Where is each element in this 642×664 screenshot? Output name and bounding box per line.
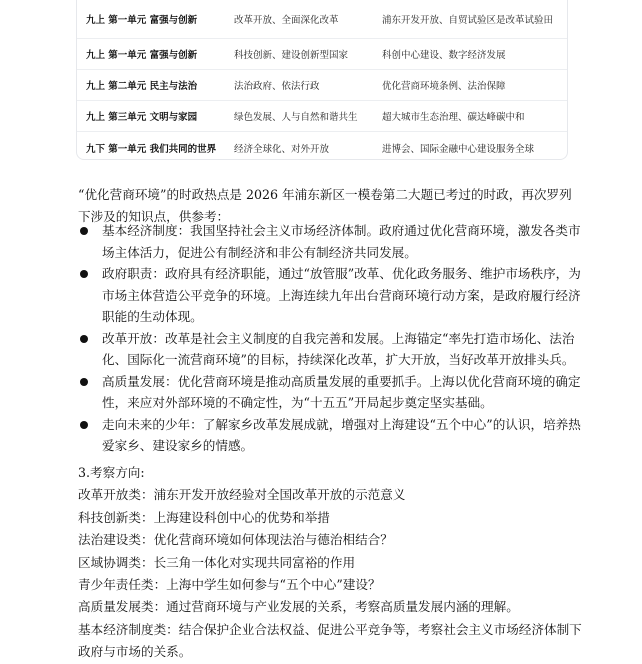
list-item-line: 高质量发展：优化营商环境是推动高质量发展的重要抓手。上海以优化营商环境的确定 (102, 373, 581, 389)
table-row (77, 0, 567, 38)
bullet-icon (80, 335, 88, 343)
list-item-line: 基本经济制度：我国坚持社会主义市场经济体制。政府通过优化营商环境，激发各类市 (102, 223, 581, 238)
exam-direction-section (78, 462, 598, 664)
table-cell-unit: 九上 第一单元 富强与创新 (77, 38, 225, 69)
section-item: 基本经济制度类：结合保护企业合法权益、促进公平竞争等，考察社会主义市场经济体制下 (78, 621, 582, 637)
list-item-line: 政府职责：政府具有经济职能，通过“放管服”改革、优化政务服务、维护市场秩序，为 (102, 266, 581, 281)
bullet-icon (80, 378, 88, 386)
table-cell-unit: 九下 第一单元 我们共同的世界 (86, 143, 217, 155)
list-item-line: 改革开放：改革是社会主义制度的自我完善和发展。上海锚定“率先打造市场化、法治 (102, 330, 575, 346)
list-item-line: 化、国际化一流营商环境”的目标，持续深化改革，扩大开放，当好改革开放排头兵。 (102, 352, 575, 367)
table-row (77, 131, 567, 160)
list-item-line: 爱家乡、建设家乡的情感。 (102, 438, 254, 453)
bullet-icon (80, 421, 88, 429)
section-item: 改革开放类：浦东开发开放经验对全国改革开放的示范意义 (78, 487, 406, 503)
list-item-line: 场主体活力，促进公有制经济和非公有制经济共同发展。 (102, 244, 417, 260)
table-cell-link: 超大城市生态治理、碳达峰碳中和 (373, 100, 567, 131)
knowledge-table (76, 0, 568, 160)
list-item (78, 263, 598, 328)
list-item-line: 走向未来的少年：了解家乡改革发展成就，增强对上海建设“五个中心”的认识，培养热 (102, 416, 581, 432)
section-item: 高质量发展类：通过营商环境与产业发展的关系，考察高质量发展内涵的理解。 (78, 599, 519, 615)
table-cell-link: 优化营商环境条例、法治保障 (373, 69, 567, 100)
list-item (78, 328, 598, 371)
table-cell-topic: 绿色发展、人与自然和谐共生 (225, 100, 373, 131)
table-cell-topic: 经济全球化、对外开放 (234, 143, 330, 155)
list-item (78, 220, 598, 263)
knowledge-point-list (78, 220, 598, 457)
table-cell-unit: 九上 第二单元 民主与法治 (77, 69, 225, 100)
list-item-line: 性，来应对外部环境的不确定性，为“十五五”开局起步奠定坚实基础。 (102, 395, 493, 410)
table-cell-unit: 九上 第一单元 富强与创新 (77, 0, 225, 38)
list-item (78, 371, 598, 414)
intro-line: 下涉及的知识点，供参考： (78, 209, 230, 224)
section-heading: 3.考察方向: (78, 465, 145, 480)
table-row (77, 100, 567, 131)
section-item: 科技创新类：上海建设科创中心的优势和举措 (78, 509, 330, 525)
table-cell-topic: 科技创新、建设创新型国家 (225, 38, 373, 69)
table-cell-link: 进博会、国际金融中心建设服务全球 (382, 143, 535, 155)
table-row (77, 38, 567, 69)
table-cell-link: 浦东开发开放、自贸试验区是改革试验田 (373, 0, 567, 38)
section-item: 法治建设类：优化营商环境如何体现法治与德治相结合？ (78, 532, 393, 548)
table-cell-topic: 法治政府、依法行政 (225, 69, 373, 100)
list-item-line: 职能的生动体现。 (102, 309, 203, 324)
section-item: 青少年责任类：上海中学生如何参与“五个中心”建设？ (78, 577, 381, 593)
section-item: 政府与市场的关系。 (78, 644, 192, 660)
intro-line: “优化营商环境”的时政热点是 2026 年浦东新区一模卷第二大题已考过的时政，再次罗列 (78, 187, 572, 202)
table-cell-unit: 九上 第三单元 文明与家园 (77, 100, 225, 131)
table-cell-link: 科创中心建设、数字经济发展 (373, 38, 567, 69)
table-cell-topic: 改革开放、全面深化改革 (225, 0, 373, 38)
bullet-icon (80, 227, 88, 235)
table-row (77, 69, 567, 100)
list-item (78, 414, 598, 457)
section-item: 区域协调类：长三角一体化对实现共同富裕的作用 (78, 554, 356, 570)
bullet-icon (80, 270, 88, 278)
list-item-line: 市场主体营造公平竞争的环境。上海连续九年出台营商环境行动方案，是政府履行经济 (102, 287, 581, 303)
